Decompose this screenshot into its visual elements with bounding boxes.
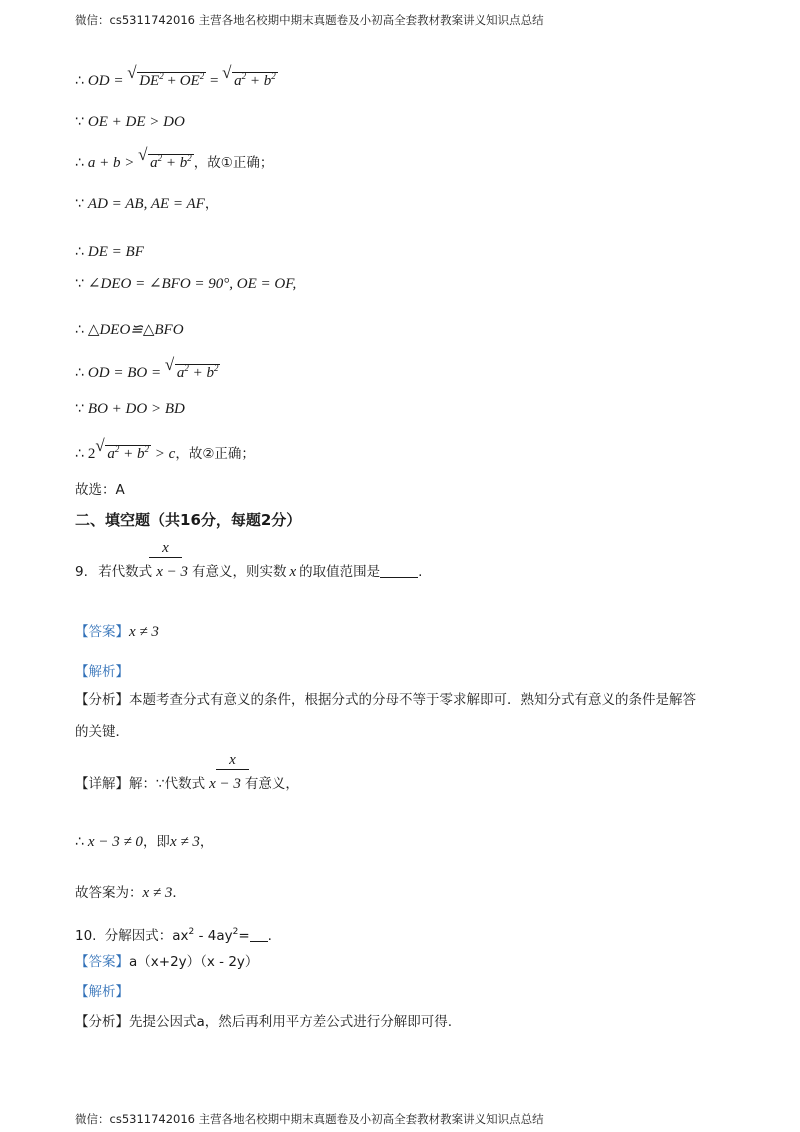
q9-fraction-denominator: x − 3 — [156, 564, 188, 580]
answer-blank — [380, 563, 418, 578]
q10-fenxi: 【分析】先提公因式a，然后再利用平方差公式进行分解即可得. — [75, 1014, 453, 1030]
answer-blank — [250, 927, 268, 942]
sqrt-expression: √ $a^2 + b^2$ — [138, 145, 192, 171]
page-footer: 微信：cs5311742016 主营各地名校期中期末真题卷及小初高全套教材教案讲义知识点总结 — [75, 1112, 544, 1126]
q9-analysis-tag: 【解析】 — [75, 664, 129, 680]
proof-line-equal-sides: ∵ AD = AB, AE = AF， — [75, 196, 219, 212]
answer-tag: 【答案】 — [75, 624, 129, 640]
q9-final: 故答案为：x ≠ 3． — [75, 885, 186, 901]
answer-tag: 【答案】 — [75, 954, 129, 970]
therefore-symbol: ∴ — [75, 365, 84, 381]
q9-xiangjie: 【详解】解：∵代数式 x − 3 有意义， — [75, 776, 299, 792]
answer-choice: 故选：A — [75, 482, 125, 498]
q9-fraction: x — [149, 540, 182, 558]
q9-fenxi: 【分析】本题考查分式有意义的条件，根据分式的分母不等于零求解即可．熟知分式有意义的条件是解答 — [75, 692, 696, 708]
proof-line-conclusion-1: ∴ a + b > √ $a^2 + b^2$ ，故①正确； — [75, 145, 274, 171]
proof-line-triangle-inequality-1: ∵ OE + DE > DO — [75, 114, 185, 130]
because-symbol: ∵ — [75, 196, 84, 212]
therefore-symbol: ∴ — [75, 446, 84, 462]
sqrt-expression: √ $a^2 + b^2$ — [164, 355, 219, 381]
page-header: 微信：cs5311742016 主营各地名校期中期末真题卷及小初高全套教材教案讲义知识点总结 — [75, 13, 544, 27]
section-title: 二、填空题（共16分，每题2分） — [75, 511, 302, 529]
q10-analysis-tag: 【解析】 — [75, 984, 129, 1000]
therefore-symbol: ∴ — [75, 244, 84, 260]
proof-line-od-bo: ∴ OD = BO = √ $a^2 + b^2$ — [75, 355, 219, 381]
sqrt-expression: √ $a^2 + b^2$ — [95, 436, 150, 462]
q10-question: 10. 分解因式：$ax^2 - 4ay^2=$ . — [75, 927, 272, 944]
proof-line-congruent: ∴ △DEO≌△BFO — [75, 322, 184, 338]
q9-step: ∴ x − 3 ≠ 0，即x ≠ 3， — [75, 834, 214, 850]
proof-line-conclusion-2: ∴ 2 √ $a^2 + b^2 > c$，故②正确； — [75, 436, 255, 462]
q9-xiangjie-fraction: x — [216, 752, 249, 770]
q9-fenxi-cont: 的关键． — [75, 724, 129, 740]
q9-answer: 【答案】x ≠ 3 — [75, 624, 159, 640]
proof-line-angles: ∵ ∠DEO = ∠BFO = 90°, OE = OF, — [75, 276, 297, 292]
sqrt-expression: √ $DE^2 + OE^2$ — [127, 63, 205, 89]
proof-line-de-bf: ∴ DE = BF — [75, 244, 144, 260]
therefore-symbol: ∴ — [75, 322, 84, 338]
because-symbol: ∵ — [75, 114, 84, 130]
because-symbol: ∵ — [75, 276, 84, 292]
sqrt-expression: √ $a^2 + b^2$ — [222, 63, 276, 89]
proof-line-od: ∴ OD = √ $DE^2 + OE^2$ = √ $a^2 + b^2$ — [75, 63, 276, 89]
therefore-symbol: ∴ — [75, 73, 84, 89]
because-symbol: ∵ — [75, 401, 84, 417]
q10-answer: 【答案】a（x+2y）（x - 2y） — [75, 954, 259, 970]
therefore-symbol: ∴ — [75, 155, 84, 171]
proof-line-triangle-inequality-2: ∵ BO + DO > BD — [75, 401, 185, 417]
q9-question: 9. 若代数式 x − 3 有意义，则实数 x 的取值范围是 . — [75, 564, 423, 580]
